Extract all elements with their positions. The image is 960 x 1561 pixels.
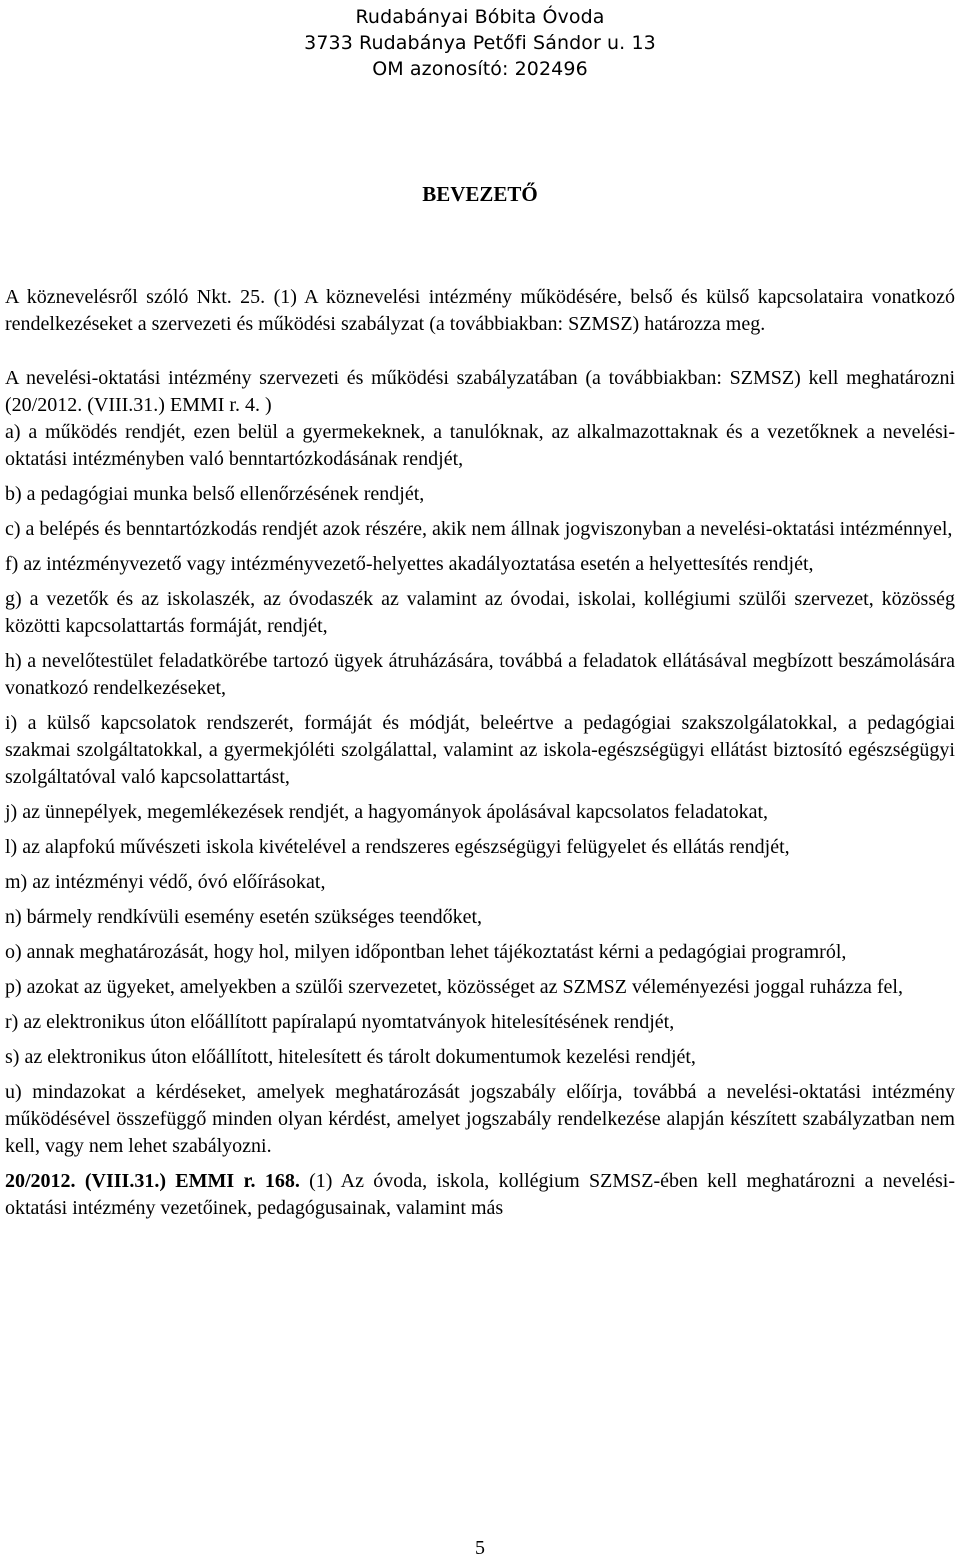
list-item: a) a működés rendjét, ezen belül a gyermekeknek, a tanulóknak, az alkalmazottaknak és a vezetőknek a nevelési-oktatási intézményben való benntartózkodásának rendjét, — [5, 421, 955, 470]
list-item: r) az elektronikus úton előállított papíralapú nyomtatványok hitelesítésének rendjét, — [5, 1011, 675, 1033]
list-item: j) az ünnepélyek, megemlékezések rendjét, a hagyományok ápolásával kapcsolatos feladatokat, — [5, 801, 769, 823]
regulation-paragraph: A nevelési-oktatási intézmény szervezeti és működési szabályzatában (a továbbiakban: SZMSZ) kell meghatározni (20/2012. (VIII.31.) EMMI r. 4. ) — [5, 367, 955, 416]
list-item: f) az intézményvezető vagy intézményvezető-helyettes akadályoztatása esetén a helyettesítés rendjét, — [5, 553, 814, 575]
final-paragraph-text: (1) Az óvoda, iskola, kollégium SZMSZ-ében kell meghatározni a nevelési-oktatási intézmény vezetőinek, pedagógusainak, valamint más — [5, 1170, 955, 1219]
list-item: b) a pedagógiai munka belső ellenőrzésének rendjét, — [5, 483, 425, 505]
regulation-reference: 20/2012. (VIII.31.) EMMI r. 168. — [5, 1170, 310, 1192]
list-item: i) a külső kapcsolatok rendszerét, formáját és módját, beleértve a pedagógiai szakszolgálatokkal, a pedagógiai szakmai szolgáltatokkal, a gyermekjóléti szolgálattal, valamint az iskola-egészségügyi ellátást biztosító egészségügyi szolgáltatóval való kapcsolattartást, — [5, 712, 955, 788]
list-item: s) az elektronikus úton előállított, hitelesített és tárolt dokumentumok kezelési rendjét, — [5, 1046, 696, 1068]
institution-name: Rudabányai Bóbita Óvoda — [355, 6, 605, 28]
document-body — [5, 284, 955, 1222]
list-item: g) a vezetők és az iskolaszék, az óvodaszék az valamint az óvodai, iskolai, kollégiumi szülői szervezet, közösség közötti kapcsolattartás formáját, rendjét, — [5, 588, 955, 637]
list-item: n) bármely rendkívüli esemény esetén szükséges teendőket, — [5, 906, 483, 928]
list-item: l) az alapfokú művészeti iskola kivételével a rendszeres egészségügyi felügyelet és ellátás rendjét, — [5, 836, 790, 858]
institution-address: 3733 Rudabánya Petőfi Sándor u. 13 — [304, 32, 656, 54]
list-item: c) a belépés és benntartózkodás rendjét azok részére, akik nem állnak jogviszonyban a nevelési-oktatási intézménnyel, — [5, 518, 953, 540]
intro-paragraph: A köznevelésről szóló Nkt. 25. (1) A köznevelési intézmény működésére, belső és külső kapcsolataira vonatkozó rendelkezéseket a szervezeti és működési szabályzat (a továbbiakban: SZMSZ) határozza meg. — [5, 286, 955, 335]
list-item: u) mindazokat a kérdéseket, amelyek meghatározását jogszabály előírja, továbbá a nevelési-oktatási intézmény működésével összefüggő minden olyan kérdést, amelyet jogszabály rendelkezése alapján készített szabályzatban nem kell, vagy nem lehet szabályozni. — [5, 1081, 955, 1157]
section-title: BEVEZETŐ — [422, 182, 538, 206]
final-paragraph — [5, 1168, 955, 1222]
list-item: m) az intézményi védő, óvó előírásokat, — [5, 871, 326, 893]
list-item: p) azokat az ügyeket, amelyekben a szülői szervezetet, közösséget az SZMSZ véleményezési joggal ruházza fel, — [5, 976, 903, 998]
list-item: o) annak meghatározását, hogy hol, milyen időpontban lehet tájékoztatást kérni a pedagógiai programról, — [5, 941, 847, 963]
list-item: h) a nevelőtestület feladatkörébe tartozó ügyek átruházására, továbbá a feladatok ellátásával megbízott beszámolására vonatkozó rendelkezéseket, — [5, 650, 955, 699]
page-number: 5 — [475, 1537, 485, 1559]
institution-om-id: OM azonosító: 202496 — [372, 58, 588, 80]
document-header — [0, 4, 960, 82]
